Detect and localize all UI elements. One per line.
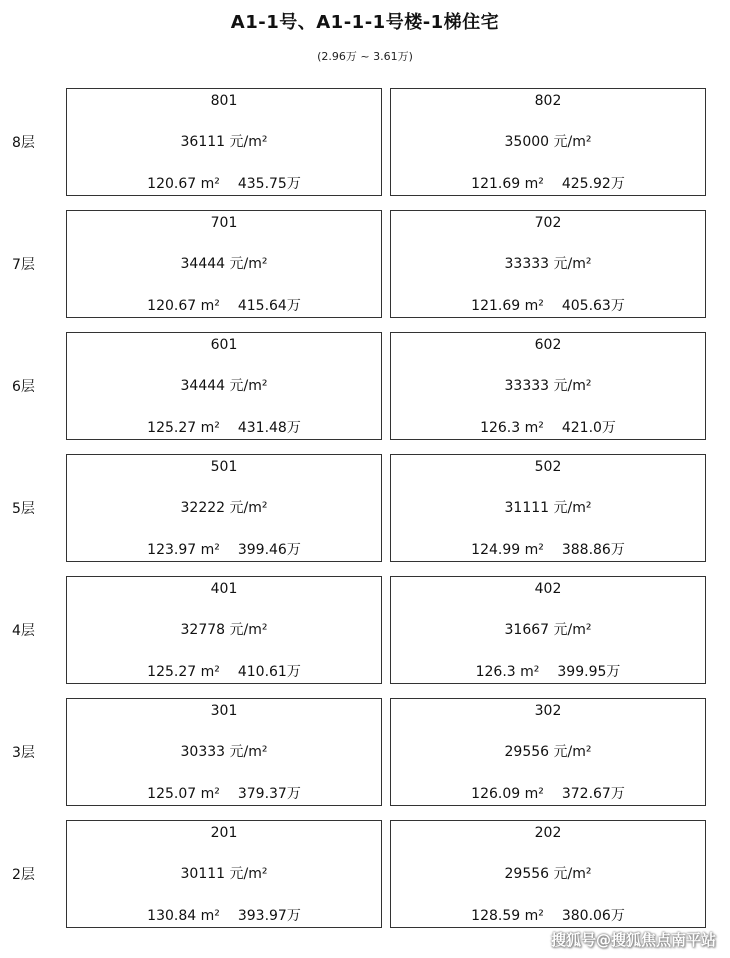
- unit-price: 31667 元/m²: [504, 622, 592, 638]
- floor-row: [0, 454, 730, 564]
- unit-meta: [67, 905, 381, 925]
- unit-meta: [391, 295, 705, 315]
- unit-area: 125.27 m²: [147, 664, 220, 680]
- unit-number: 302: [534, 703, 562, 719]
- unit-total: 425.92万: [561, 176, 625, 192]
- unit-meta: [67, 783, 381, 803]
- unit-total: 388.86万: [561, 542, 625, 558]
- unit-card[interactable]: [66, 820, 382, 928]
- unit-price: 30333 元/m²: [180, 744, 268, 760]
- unit-number: 801: [210, 93, 238, 109]
- unit-number: 802: [534, 93, 562, 109]
- unit-price: 33333 元/m²: [504, 378, 592, 394]
- unit-number: 201: [210, 825, 238, 841]
- unit-meta: [391, 661, 705, 681]
- floor-label: 4层: [12, 623, 35, 639]
- unit-area: 125.27 m²: [147, 420, 220, 436]
- unit-card[interactable]: [390, 698, 706, 806]
- floor-label: 8层: [12, 135, 35, 151]
- unit-price: 32222 元/m²: [180, 500, 268, 516]
- unit-area: 120.67 m²: [147, 298, 220, 314]
- unit-price: 30111 元/m²: [180, 866, 268, 882]
- unit-card[interactable]: [390, 576, 706, 684]
- page-title: A1-1号、A1-1-1号楼-1梯住宅: [230, 12, 500, 33]
- unit-meta: [67, 173, 381, 193]
- unit-total: 393.97万: [237, 908, 301, 924]
- unit-price: 32778 元/m²: [180, 622, 268, 638]
- unit-meta: [67, 295, 381, 315]
- unit-area: 121.69 m²: [471, 298, 544, 314]
- unit-card[interactable]: [390, 454, 706, 562]
- unit-total: 405.63万: [561, 298, 625, 314]
- unit-number: 402: [534, 581, 562, 597]
- unit-area: 125.07 m²: [147, 786, 220, 802]
- floor-row: [0, 820, 730, 930]
- unit-area: 123.97 m²: [147, 542, 220, 558]
- unit-total: 399.46万: [237, 542, 301, 558]
- unit-price: 36111 元/m²: [180, 134, 268, 150]
- floor-label: 6层: [12, 379, 35, 395]
- unit-number: 401: [210, 581, 238, 597]
- unit-total: 421.0万: [561, 420, 616, 436]
- unit-area: 126.09 m²: [471, 786, 544, 802]
- unit-number: 301: [210, 703, 238, 719]
- unit-card[interactable]: [66, 332, 382, 440]
- unit-total: 435.75万: [237, 176, 301, 192]
- watermark: 搜狐号@搜狐焦点南平站: [550, 931, 716, 949]
- unit-card[interactable]: [390, 88, 706, 196]
- floor-row: [0, 576, 730, 686]
- unit-number: 202: [534, 825, 562, 841]
- unit-meta: [391, 173, 705, 193]
- unit-card[interactable]: [66, 88, 382, 196]
- unit-number: 602: [534, 337, 562, 353]
- unit-card[interactable]: [66, 454, 382, 562]
- unit-area: 120.67 m²: [147, 176, 220, 192]
- unit-card[interactable]: [390, 820, 706, 928]
- unit-price: 31111 元/m²: [504, 500, 592, 516]
- floor-grid: [0, 88, 730, 942]
- unit-price: 33333 元/m²: [504, 256, 592, 272]
- unit-area: 126.3 m²: [480, 420, 544, 436]
- unit-number: 501: [210, 459, 238, 475]
- unit-meta: [391, 417, 705, 437]
- unit-card[interactable]: [66, 576, 382, 684]
- unit-meta: [391, 783, 705, 803]
- unit-total: 415.64万: [237, 298, 301, 314]
- unit-price: 29556 元/m²: [504, 744, 592, 760]
- floor-label: 7层: [12, 257, 35, 273]
- unit-card[interactable]: [66, 698, 382, 806]
- unit-total: 372.67万: [561, 786, 625, 802]
- unit-price: 35000 元/m²: [504, 134, 592, 150]
- unit-total: 410.61万: [237, 664, 301, 680]
- unit-number: 601: [210, 337, 238, 353]
- unit-area: 128.59 m²: [471, 908, 544, 924]
- unit-price: 34444 元/m²: [180, 378, 268, 394]
- unit-total: 431.48万: [237, 420, 301, 436]
- unit-total: 380.06万: [561, 908, 625, 924]
- floor-row: [0, 332, 730, 442]
- unit-total: 379.37万: [237, 786, 301, 802]
- unit-price: 34444 元/m²: [180, 256, 268, 272]
- floor-row: [0, 210, 730, 320]
- unit-price: 29556 元/m²: [504, 866, 592, 882]
- unit-number: 701: [210, 215, 238, 231]
- floor-row: [0, 88, 730, 198]
- unit-card[interactable]: [390, 210, 706, 318]
- floor-label: 5层: [12, 501, 35, 517]
- unit-card[interactable]: [66, 210, 382, 318]
- unit-area: 124.99 m²: [471, 542, 544, 558]
- unit-total: 399.95万: [557, 664, 621, 680]
- floor-label: 2层: [12, 867, 35, 883]
- unit-meta: [67, 417, 381, 437]
- unit-area: 126.3 m²: [475, 664, 540, 680]
- unit-meta: [391, 539, 705, 559]
- unit-area: 130.84 m²: [147, 908, 220, 924]
- unit-card[interactable]: [390, 332, 706, 440]
- unit-meta: [67, 661, 381, 681]
- unit-number: 702: [534, 215, 562, 231]
- floor-row: [0, 698, 730, 808]
- unit-number: 502: [534, 459, 562, 475]
- unit-meta: [67, 539, 381, 559]
- price-range-subtitle: (2.96万 ~ 3.61万): [317, 50, 413, 63]
- unit-meta: [391, 905, 705, 925]
- floor-label: 3层: [12, 745, 35, 761]
- unit-area: 121.69 m²: [471, 176, 544, 192]
